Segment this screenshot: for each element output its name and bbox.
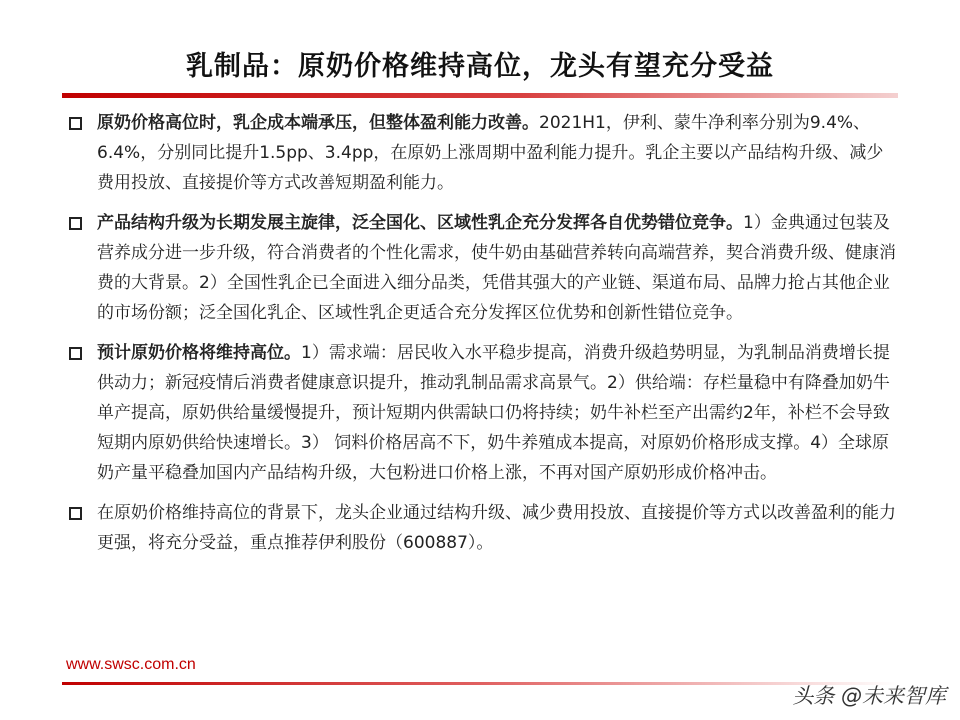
bullet-list [66, 108, 898, 558]
footer-divider [62, 682, 898, 685]
bullet-item [66, 498, 898, 558]
square-bullet-icon [69, 507, 82, 520]
square-bullet-icon [69, 117, 82, 130]
bullet-lead: 原奶价格高位时，乳企成本端承压，但整体盈利能力改善。 [97, 113, 539, 133]
bullet-item [66, 208, 898, 328]
bullet-lead: 产品结构升级为长期发展主旋律，泛全国化、区域性乳企充分发挥各自优势错位竞争。 [97, 213, 743, 233]
bullet-item [66, 108, 898, 198]
bullet-body: 2021H1，伊利、蒙牛净利率分别为9.4%、6.4%，分别同比提升1.5pp、3.4pp，在原奶上涨周期中盈利能力提升。乳企主要以产品结构升级、减少费用投放、直接提价等方式改善短期盈利能力。 [97, 113, 884, 193]
square-bullet-icon [69, 217, 82, 230]
watermark: 头条 @未来智库 [792, 684, 946, 708]
page-title: 乳制品：原奶价格维持高位，龙头有望充分受益 [186, 51, 774, 82]
footer-url: www.swsc.com.cn [66, 656, 196, 673]
header-divider [62, 93, 898, 98]
bullet-lead: 预计原奶价格将维持高位。 [97, 343, 301, 363]
bullet-body: 1）需求端：居民收入水平稳步提高，消费升级趋势明显，为乳制品消费增长提供动力；新冠疫情后消费者健康意识提升，推动乳制品需求高景气。2）供给端：存栏量稳中有降叠加奶牛单产提高，原奶供给量缓慢提升，预计短期内供需缺口仍将持续；奶牛补栏至产出需约2年，补栏不会导致短期内原奶供给快速增长。3） 饲料价格居高不下，奶牛养殖成本提高，对原奶价格形成支撑。4）全球原奶产量平稳叠加国内产品结构升级，大包粉进口价格上涨，不再对国产原奶形成价格冲击。 [97, 343, 890, 483]
bullet-body: 1）金典通过包装及营养成分进一步升级，符合消费者的个性化需求，使牛奶由基础营养转向高端营养，契合消费升级、健康消费的大背景。2）全国性乳企已全面进入细分品类，凭借其强大的产业链、渠道布局、品牌力抢占其他企业的市场份额；泛全国化乳企、区域性乳企更适合充分发挥区位优势和创新性错位竞争。 [97, 213, 896, 323]
square-bullet-icon [69, 347, 82, 360]
bullet-body: 在原奶价格维持高位的背景下，龙头企业通过结构升级、减少费用投放、直接提价等方式以改善盈利的能力更强，将充分受益，重点推荐伊利股份（600887）。 [97, 503, 896, 553]
bullet-item [66, 338, 898, 488]
